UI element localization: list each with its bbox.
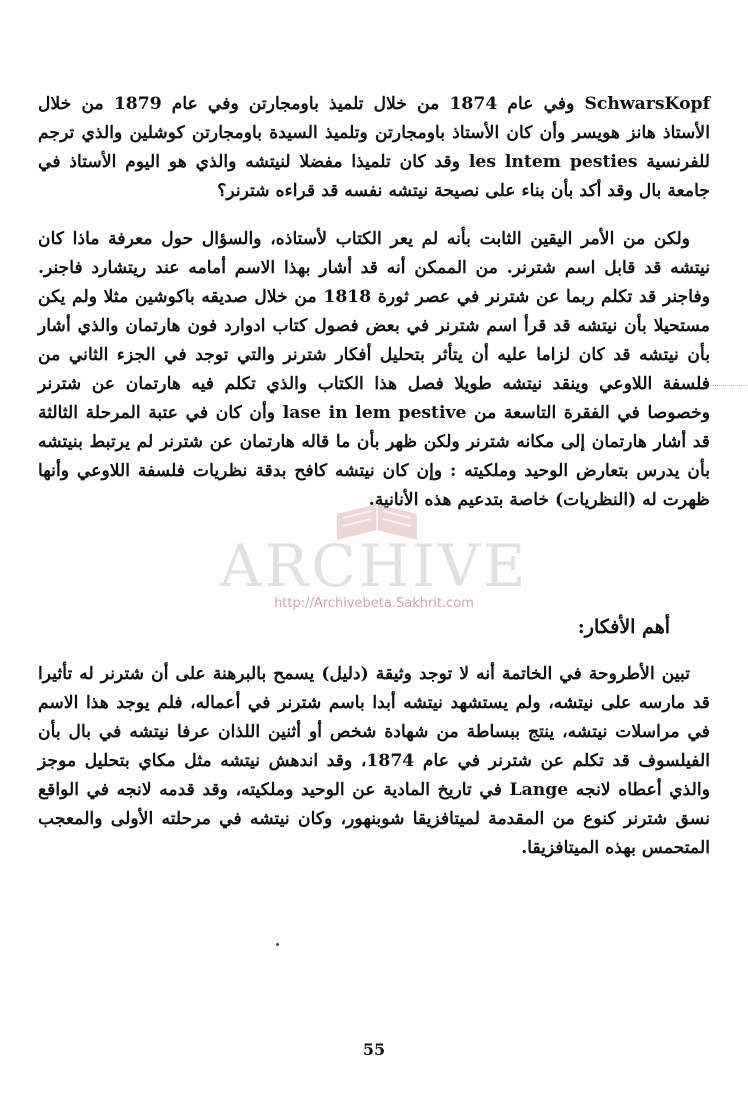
paragraph-block-1 (38, 90, 710, 206)
paragraph-block-3 (38, 660, 710, 863)
margin-mark (712, 385, 748, 386)
paragraph-3: تبين الأطروحة في الخاتمة أنه لا توجد وثيقة (دليل) يسمح بالبرهنة على أن شترنر له تأثيرا قد مارسه على نيتشه، ولم يستشهد نيتشه أبدا باسم شترنر في أعماله، فلم يوجد هذا الاسم في مراسلات نيتشه، ينتج ببساطة من شهادة شخص أو أثنين اللذان عرفا نيتشه في بال بأن الفيلسوف قد تكلم عن شترنر في عام 1874، وقد اندهش نيتشه مثل مكاي بتحليل موجز والذي أعطاه لانجه Lange في تاريخ المادية عن الوحيد وملكيته، وقد قدمه لانجه في الواقع نسق شترنر كنوع من المقدمة لميتافزيقا شوبنهور، وكان نيتشه في مرحلته الأولى والمعجب المتحمس بهذه الميتافزيقا. (38, 664, 710, 858)
watermark-title: ARCHIVE (219, 532, 529, 600)
paragraph-1: SchwarsKopf وفي عام 1874 من خلال تلميذ باومجارتن وفي عام 1879 من خلال الأستاذ هانز هويسر وأن كان الأستاذ باومجارتن وتلميذ السيدة باومجارتن كوشلين والذي ترجم للفرنسية les lntem pesties وقد كان تلميذا مفضلا لنيتشه والذي هو اليوم الأستاذ في جامعة بال وقد أكد بأن بناء على نصيحة نيتشه نفسه قد قراءه شترنر؟ (38, 94, 711, 201)
section-heading: أهم الأفكار: (577, 616, 670, 638)
watermark-url: http://Archivebeta.Sakhrit.com (274, 596, 474, 611)
paragraph-block-2 (38, 225, 710, 515)
paragraph-2: ولكن من الأمر اليقين الثابت بأنه لم يعر الكتاب لأستاذه، والسؤال حول معرفة ماذا كان نيتشه قد قابل اسم شترنر. من الممكن أنه قد أشار بهذا الاسم أمامه عند ريتشارد فاجنر. وفاجنر قد تكلم ربما عن شترنر في عصر ثورة 1818 من خلال صديقه باكوشين مثلا ولم يكن مستحيلا بأن نيتشه قد قرأ اسم شترنر في بعض فصول كتاب ادوارد فون هارتمان والذي أشار بأن نيتشه قد كان لزاما عليه أن يتأثر بتحليل أفكار شترنر والتي توجد في الجزء الثاني من فلسفة اللاوعي وينقد نيتشه طويلا فصل هذا الكتاب والذي تكلم فيه هارتمان عن شترنر وخصوصا في الفقرة التاسعة من lase in lem pestive وأن كان في عتبة المرحلة الثالثة قد أشار هارتمان إلى مكانه شترنر ولكن ظهر بأن ما قاله هارتمان عن شترنر لم يرتبط بنيتشه بأن يدرس بتعارض الوحيد وملكيته : وإن كان نيتشه كافح بدقة نظريات فلسفة اللاوعي وأنها ظهرت له (النظريات) خاصة بتدعيم هذه الأنانية. (38, 229, 711, 510)
page-number: 55 (362, 1040, 386, 1059)
stray-dot (276, 943, 279, 946)
